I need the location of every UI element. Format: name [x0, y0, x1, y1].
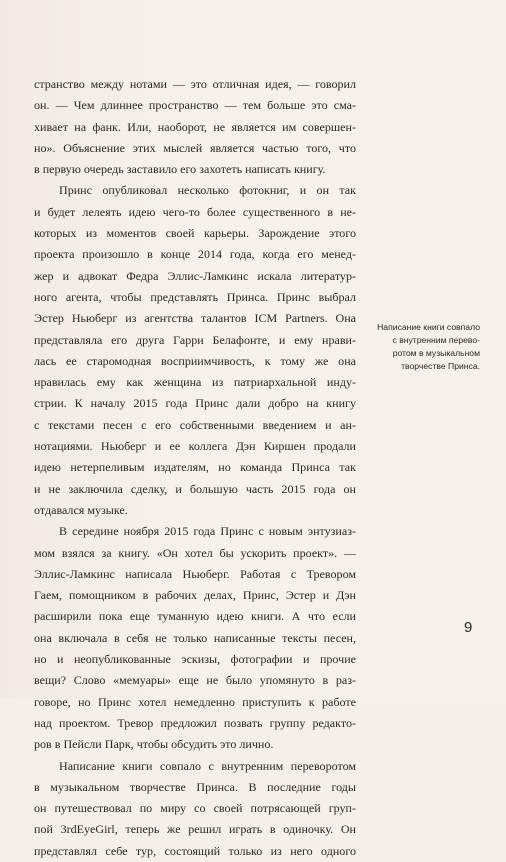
- text-line: говоре, но Принс хотел немедленно приступить к работе: [34, 694, 356, 709]
- text-line: она включала в себя не только написанные тексты песен,: [34, 630, 356, 645]
- text-line: с текстами песен с его собственными введением и ан-: [34, 417, 356, 432]
- text-line: и будет лелеять идею чего-то более существенного в не-: [34, 204, 356, 219]
- text-line: нравилась ему как женщина из патриархальной инду-: [34, 375, 356, 390]
- main-text-column: [34, 74, 356, 862]
- page-number: 9: [464, 619, 473, 636]
- text-line: и не заключила сделку, и большую часть 2015 года он: [34, 481, 356, 496]
- text-line: хивает на фанк. Или, наоборот, не является им совершен-: [34, 119, 356, 134]
- text-line: ров в Пейсли Парк, чтобы обсудить это лично.: [34, 737, 274, 752]
- text-line: но». Объяснение этих мыслей является частью того, что: [34, 140, 356, 155]
- text-line: жер и адвокат Федра Эллис-Ламкинс искала литератур-: [34, 268, 356, 283]
- text-line: в музыкальном творчестве Принса. В последние годы: [34, 779, 356, 794]
- text-line: в первую очередь заставило его захотеть написать книгу.: [34, 162, 326, 177]
- text-line: Принс опубликовал несколько фотокниг, и он так: [59, 183, 356, 198]
- text-line: Эстер Ньюберг из агентства талантов ICM Partners. Она: [34, 311, 356, 326]
- text-line: лась ее старомодная восприимчивость, к тому же она: [34, 353, 356, 368]
- text-line: представлял себе тур, состоящий только из него одного: [34, 843, 356, 858]
- text-line: мом взялся за книгу. «Он хотел бы ускорить проект». —: [34, 545, 356, 560]
- text-line: расширили пока еще туманную идею книги. А что если: [34, 609, 356, 624]
- text-line: которых из моментов своей карьеры. Зарождение этого: [34, 226, 356, 241]
- text-line: Гаем, помощником в рабочих делах, Принс, Эстер и Дэн: [34, 588, 356, 603]
- margin-note-line: ротом в музыкальном: [392, 348, 480, 359]
- text-line: но и неопубликованные эскизы, фотографии и прочие: [34, 652, 356, 667]
- text-line: Эллис-Ламкинс написала Ньюберг. Работая с Тревором: [34, 566, 356, 581]
- text-line: странство между нотами — это отличная идея, — говорил: [34, 77, 356, 91]
- margin-note-line: творчестве Принса.: [401, 361, 480, 372]
- text-line: идею нетерпеливым издателям, но команда Принса так: [34, 460, 356, 475]
- text-line: представляла его друга Гарри Белафонте, и ему нрави-: [34, 332, 356, 347]
- text-line: нотациями. Ньюберг и ее коллега Дэн Киршен продали: [34, 439, 356, 454]
- text-line: Написание книги совпало с внутренним переворотом: [59, 758, 356, 773]
- text-line: над проектом. Тревор предложил позвать группу редакто-: [34, 715, 356, 730]
- margin-note-line: Написание книги совпало: [377, 322, 480, 332]
- text-line: отдавался музыке.: [34, 502, 128, 517]
- text-line: ного агента, чтобы представлять Принса. Принс выбрал: [34, 289, 356, 304]
- margin-note: [364, 321, 480, 373]
- text-line: он. — Чем длиннее пространство — тем больше это сма-: [34, 98, 356, 113]
- text-line: вещи? Слово «мемуары» еще не было упомянуто в раз-: [34, 673, 356, 688]
- margin-note-line: с внутренним перево-: [392, 335, 480, 346]
- text-line: В середине ноября 2015 года Принс с новым энтузиаз-: [59, 524, 356, 539]
- text-line: пой 3rdEyeGirl, теперь же решил играть в одиночку. Он: [34, 822, 356, 837]
- text-line: стрии. К началу 2015 года Принс дали добро на книгу: [34, 396, 356, 411]
- text-line: он путешествовал по миру со своей потрясающей груп-: [34, 801, 356, 816]
- text-line: проекта произошло в конце 2014 года, когда его менед-: [34, 247, 356, 262]
